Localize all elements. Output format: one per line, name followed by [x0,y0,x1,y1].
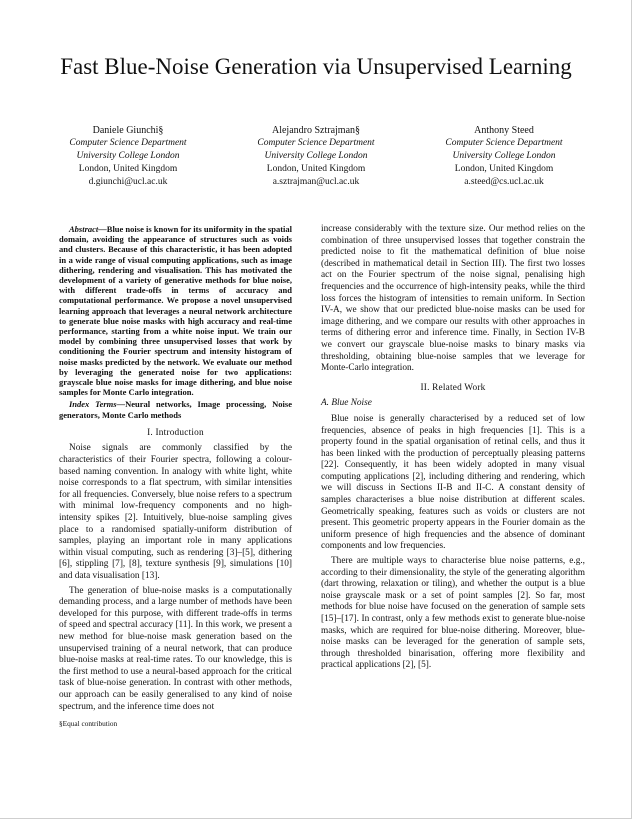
related-paragraph-1: Blue noise is generally characterised by a reduced set of low frequencies, absence of peaks in high frequencies [1]. This is a property found in the spatial organisation of retinal cells, and thus it has been linked with the production of perceptually pleasing patterns [22]. Consequently, it has been widely adopted in many visual computing applications [2], including dithering and rendering, which we will discuss in Sections II-B and II-C. A constant density of samples characterises a blue noise distribution at different scales. Geometrically speaking, features such as voids or clusters are not present. This geometric property appears in the Fourier domain as the uniform presence of high frequencies and the absence of dominant components and low frequencies. [321,413,585,552]
subsection-heading-blue-noise: A. Blue Noise [321,398,372,409]
intro-paragraph-1: Noise signals are commonly classified by the characteristics of their Fourier spectra, following a colour-based naming convention. In analogy with white light, white noise corresponds to a flat spectrum, with similar intensities for all frequencies. Conversely, blue noise refers to a spectrum with minimal low-frequency components and no high-intensity spikes [2]. Intuitively, blue-noise sampling gives place to a randomised spatially-uniform distribution of samples, playing an important role in many applications within visual computing, such as rendering [3]–[5], dithering [6], stippling [7], [8], texture synthesis [9], simulations [10] and data visualisation [13]. [59,443,292,581]
author-email: a.steed@cs.ucl.ac.uk [464,177,544,187]
author-name: Alejandro Sztrajman§ [271,125,361,136]
author-location: London, United Kingdom [78,164,178,174]
abstract-lead: Abstract— [69,224,107,234]
left-column [59,224,292,730]
author-block [40,124,592,189]
author-university: University College London [264,151,368,161]
intro-paragraph-2: The generation of blue-noise masks is a computationally demanding process, and a large number of methods have been developed for this purpose, with different trade-offs in terms of speed and spectral accuracy [11]. In this work, we present a new method for blue-noise mask generation based on the unsupervised training of a neural network, that can produce blue-noise masks at real-time rates. To our knowledge, this is the first method to use a neural-based approach for the critical task of blue-noise generation. In contrast with other methods, our approach can be easily generalised to any kind of noise spectrum, and the inference time does not [59,585,292,712]
author-3 [416,124,592,189]
author-email: d.giunchi@ucl.ac.uk [88,177,168,187]
related-paragraph-2: There are multiple ways to characterise blue noise patterns, e.g., according to their dimensionality, the style of the generating algorithm (dart throwing, relaxation or tiling), and whether the output is a blue noise grayscale mask or a set of point samples [2]. So far, most methods for blue noise have focused on the generation of sample sets [15]–[17]. In contrast, only a few methods exist to generate blue-noise masks, which are required for blue-noise dithering. Moreover, blue-noise masks can be leveraged for the generation of sample sets, through thresholded binarisation, offering more flexibility and practical applications [2], [5]. [321,556,585,671]
author-email: a.sztrajman@ucl.ac.uk [272,177,360,187]
right-column [321,224,585,672]
author-dept: Computer Science Department [257,138,375,148]
author-1 [40,124,216,189]
index-terms [59,399,292,419]
abstract-body: Blue noise is known for its uniformity in the spatial domain, avoiding the appearance of structures such as voids and clusters. Because of this characteristic, it has been adopted in a wide range of visual computing applications, such as image dithering, rendering and visualisation. This has motivated the development of a variety of generative methods for blue noise, with different trade-offs in terms of accuracy and computational performance. We propose a novel unsupervised learning approach that leverages a neural network architecture to generate blue noise masks with high accuracy and real-time performance, starting from a white noise input. We train our model by combining three unsupervised losses that work by conditioning the Fourier spectrum and intensity histogram of noise masks predicted by the network. We evaluate our method by leveraging the generated noise for two applications: grayscale blue noise masks for image dithering, and blue noise samples for Monte Carlo integration. [59,224,292,398]
author-university: University College London [452,151,556,161]
author-location: London, United Kingdom [266,164,366,174]
author-name: Daniele Giunchi§ [92,125,164,136]
author-2 [228,124,404,189]
footnote: §Equal contribution [59,719,118,729]
abstract [59,224,292,420]
index-terms-lead: Index Terms— [69,399,126,410]
section-heading-related-work: II. Related Work [420,382,486,393]
index-terms-body: Neural networks, Image processing, Noise generators, Monte Carlo methods [59,399,292,420]
abstract-paragraph [59,224,292,397]
author-dept: Computer Science Department [445,138,563,148]
intro-continuation: increase considerably with the texture size. Our method relies on the combination of three unsupervised losses that together constrain the predicted noise to fit the mathematical definition of blue noise (described in mathematical detail in Section III). The first two losses act on the Fourier spectrum of the noise signal, penalising high frequencies and the occurrence of high-intensity peaks, while the third loss forces the histogram of intensities to remain uniform. In Section IV-A, we show that our predicted blue-noise masks can be used for image dithering, and we compare our results with other approaches in terms of dithering error and inference time. Finally, in Section IV-B we convert our grayscale blue-noise masks to binary masks via thresholding, obtaining blue-noise samples that we leverage for Monte-Carlo integration. [321,224,585,374]
author-location: London, United Kingdom [454,164,554,174]
author-university: University College London [76,151,180,161]
author-name: Anthony Steed [474,125,534,136]
author-dept: Computer Science Department [69,138,187,148]
paper-title: Fast Blue-Noise Generation via Unsupervised Learning [60,54,572,79]
section-heading-introduction: I. Introduction [147,427,204,438]
